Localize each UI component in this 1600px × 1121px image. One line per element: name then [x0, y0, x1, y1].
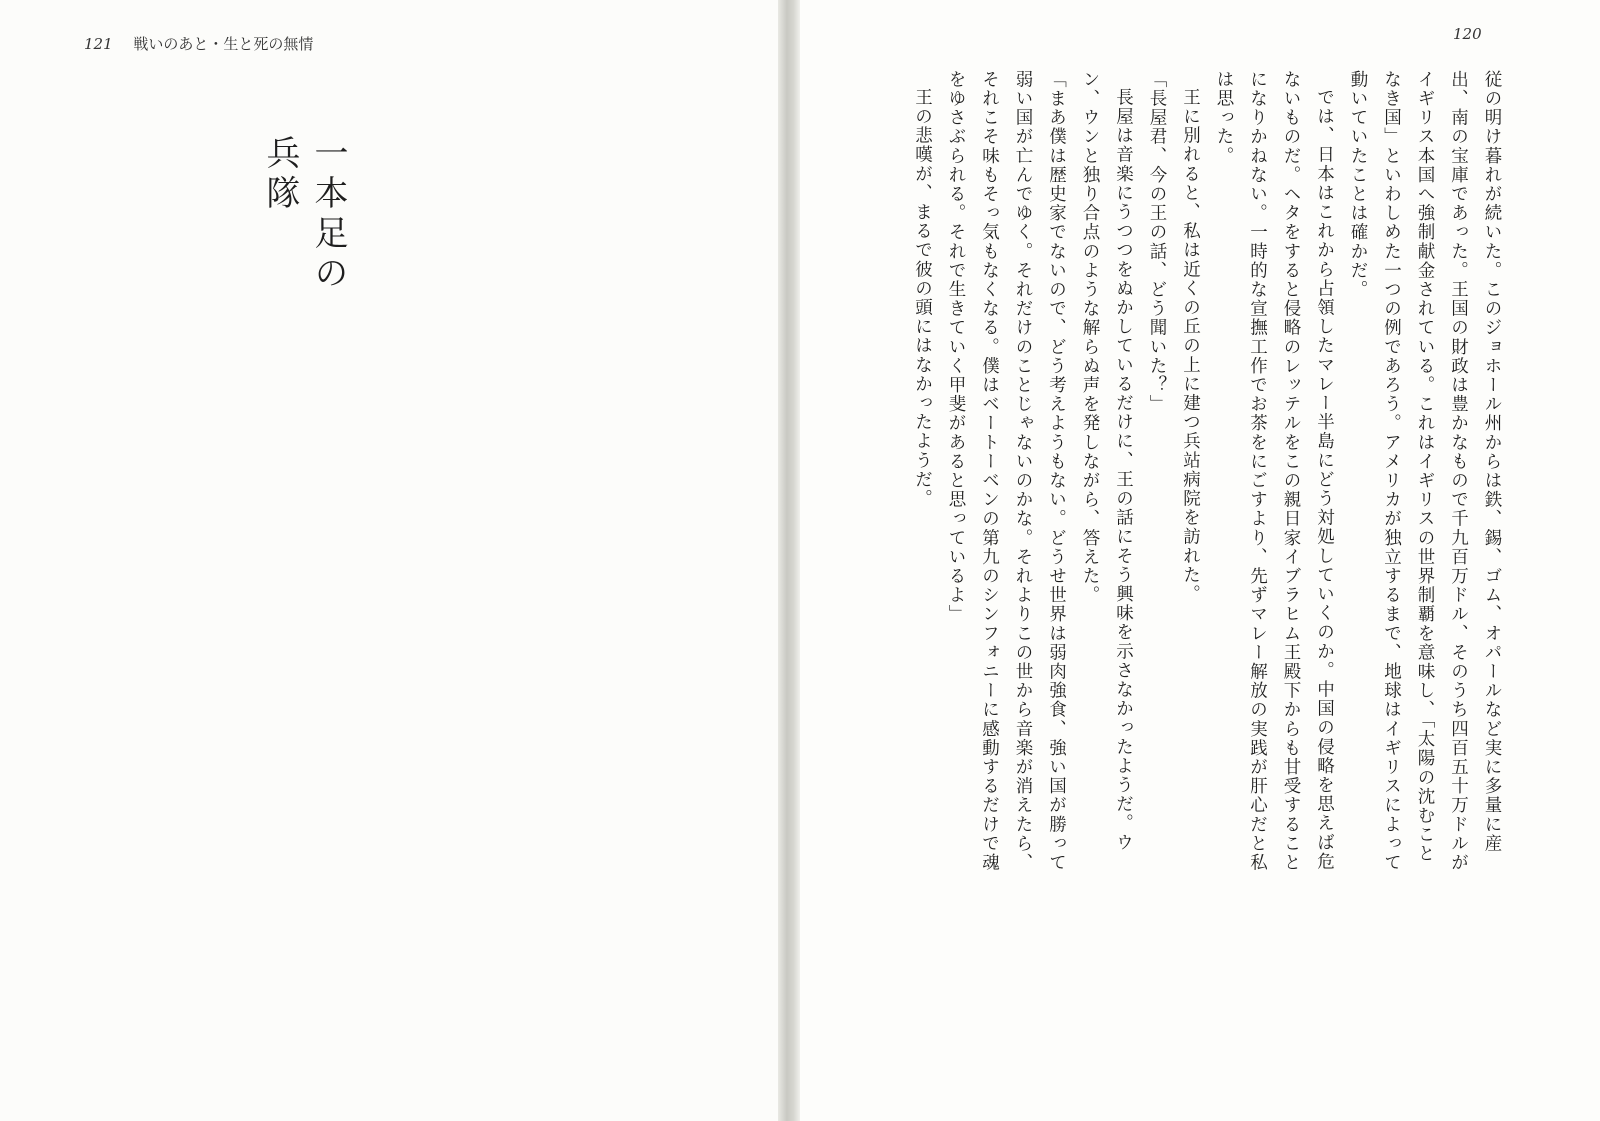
body-paragraph: 王に別れると、私は近くの丘の上に建つ兵站病院を訪れた。 [1180, 87, 1201, 604]
running-title: 戦いのあと・生と死の無情 [133, 35, 314, 53]
left-page-number: 121 [84, 35, 113, 53]
body-paragraph: 従の明け暮れが続いた。このジョホール州からは鉄、錫、ゴム、オパールなど実に多量に産出、南の宝庫であった。王国の財政は豊かなもので千九百万ドル、そのうち四百五十万ドルがイギリス本国へ強制献金されている。これはイギリスの世界制覇を意味し、「太陽の沈むことなき国」といわしめた一つの例であろう。アメリカが独立するまで、地球はイギリスによって動いていたことは確かだ。 [1348, 70, 1502, 873]
right-page-text [888, 70, 1508, 880]
right-page-number: 120 [1453, 25, 1482, 43]
body-paragraph: では、日本はこれから占領したマレー半島にどう対処していくのか。中国の侵略を思えば危ないものだ。ヘタをすると侵略のレッテルをこの親日家イブラヒム王殿下からも甘受することになりかねない。一時的な宣撫工作でお茶をにごすより、先ずマレー解放の実践が肝心だと私は思った。 [1214, 70, 1335, 873]
book-gutter [778, 0, 800, 1121]
body-paragraph: 王の悲嘆が、まるで彼の頭にはなかったようだ。 [912, 87, 933, 508]
body-paragraph: 長屋は音楽にうつつをぬかしているだけに、王の話にそう興味を示さなかったようだ。ウン、ウンと独り合点のような解らぬ声を発しながら、答えた。 [1080, 70, 1134, 852]
dialogue-line: 「まあ僕は歴史家でないので、どう考えようもない。どうせ世界は弱肉強食、強い国が勝って弱い国が亡んでゆく。それだけのことじゃないのかな。それよりこの世から音楽が消えたら、それこそ味もそっ気もなくなる。僕はベートーベンの第九のシンフォニーに感動するだけで魂をゆさぶられる。それで生きていく甲斐があると思っているよ」 [946, 70, 1067, 873]
section-heading: 一本足の兵隊 [260, 135, 348, 295]
dialogue-line: 「長屋君、今の王の話、どう聞いた？」 [1147, 70, 1167, 414]
running-head [84, 33, 313, 54]
left-page [0, 0, 778, 1121]
